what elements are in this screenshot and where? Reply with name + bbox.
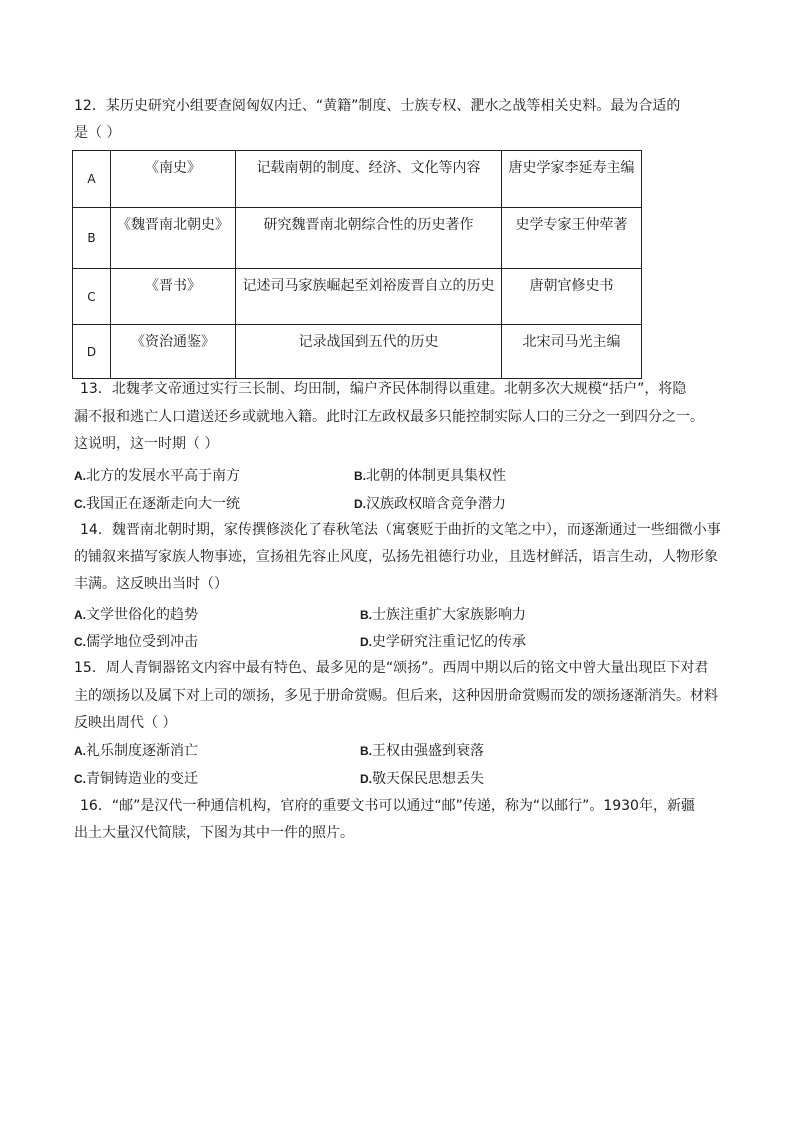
option-text: 汉族政权暗含竞争潜力	[366, 496, 506, 512]
option-text: 青铜铸造业的变迁	[86, 771, 198, 787]
table-row	[73, 151, 642, 208]
book-content: 记载南朝的制度、经济、文化等内容	[236, 151, 502, 208]
option-label: C.	[74, 635, 86, 649]
option-label: C.	[74, 772, 86, 786]
option-text: 士族注重扩大家族影响力	[372, 607, 526, 623]
q13-stem-line1: 13．北魏孝文帝通过实行三长制、均田制，编户齐民体制得以重建。北朝多次大规模“括户”，将隐	[80, 381, 687, 397]
option-text: 北方的发展水平高于南方	[86, 468, 240, 484]
option-letter: C	[73, 269, 111, 325]
q13-option-a[interactable]	[74, 465, 240, 485]
option-letter: D	[73, 325, 111, 379]
q13-stem-line2: 漏不报和逃亡人口遣送还乡或就地入籍。此时江左政权最多只能控制实际人口的三分之一到四分之一。	[74, 409, 704, 425]
option-label: D.	[360, 772, 372, 786]
table-row	[73, 208, 642, 269]
option-label: D.	[360, 635, 372, 649]
q13-stem-line3: 这说明，这一时期（ ）	[74, 436, 219, 452]
option-label: B.	[360, 744, 372, 758]
option-text: 文学世俗化的趋势	[86, 607, 198, 623]
option-label: B.	[360, 608, 372, 622]
option-letter: B	[73, 208, 111, 269]
q15-option-d[interactable]	[360, 768, 484, 788]
q15-stem-line2: 主的颂扬以及属下对上司的颂扬，多见于册命赏赐。但后来，这种因册命赏赐而发的颂扬逐渐消失。材料	[74, 688, 718, 704]
book-content: 记录战国到五代的历史	[236, 325, 502, 379]
option-label: D.	[354, 497, 366, 511]
book-title: 《资治通鉴》	[111, 325, 236, 379]
q13-option-d[interactable]	[354, 493, 506, 513]
option-text: 王权由强盛到衰落	[372, 743, 484, 759]
option-text: 北朝的体制更具集权性	[366, 468, 506, 484]
q13-option-c[interactable]	[74, 493, 240, 513]
book-author: 北宋司马光主编	[502, 325, 642, 379]
option-text: 史学研究注重记忆的传承	[372, 634, 526, 650]
option-label: A.	[74, 608, 86, 622]
q14-option-b[interactable]	[360, 604, 526, 624]
book-title: 《魏晋南北朝史》	[111, 208, 236, 269]
q14-stem-line3: 丰满。这反映出当时（）	[74, 576, 228, 592]
option-text: 礼乐制度逐渐消亡	[86, 743, 198, 759]
q15-option-b[interactable]	[360, 740, 484, 760]
option-label: B.	[354, 469, 366, 483]
q16-stem-line2: 出土大量汉代简牍，下图为其中一件的照片。	[74, 825, 354, 841]
option-letter: A	[73, 151, 111, 208]
q14-option-d[interactable]	[360, 631, 526, 651]
q16-stem-line1: 16．“邮”是汉代一种通信机构，官府的重要文书可以通过“邮”传递，称为“以邮行”。1930年，新疆	[80, 798, 695, 814]
option-label: A.	[74, 469, 86, 483]
option-label: C.	[74, 497, 86, 511]
option-label: A.	[74, 744, 86, 758]
table-row	[73, 269, 642, 325]
q15-option-a[interactable]	[74, 740, 198, 760]
book-content: 记述司马家族崛起至刘裕废晋自立的历史	[236, 269, 502, 325]
q13-option-b[interactable]	[354, 465, 506, 485]
book-content: 研究魏晋南北朝综合性的历史著作	[236, 208, 502, 269]
option-text: 我国正在逐渐走向大一统	[86, 496, 240, 512]
book-author: 唐史学家李延寿主编	[502, 151, 642, 208]
q15-stem-line1: 15．周人青铜器铭文内容中最有特色、最多见的是“颂扬”。西周中期以后的铭文中曾大量出现臣下对君	[74, 660, 709, 676]
q14-stem-line1: 14．魏晋南北朝时期，家传撰修淡化了春秋笔法（寓褒贬于曲折的文笔之中），而逐渐通过一些细微小事	[80, 522, 721, 538]
q12-stem-line2: 是（ ）	[74, 125, 121, 141]
q14-option-c[interactable]	[74, 631, 198, 651]
q15-option-c[interactable]	[74, 768, 198, 788]
q14-stem-line2: 的铺叙来描写家族人物事迹，宣扬祖先容止风度，弘扬先祖德行功业，且选材鲜活，语言生动，人物形象	[74, 549, 718, 565]
book-author: 史学专家王仲荦著	[502, 208, 642, 269]
book-title: 《南史》	[111, 151, 236, 208]
q14-option-a[interactable]	[74, 604, 198, 624]
q12-options-table	[72, 150, 642, 379]
q12-stem-line1: 12．某历史研究小组要查阅匈奴内迁、“黄籍”制度、士族专权、淝水之战等相关史料。最为合适的	[74, 98, 681, 114]
q15-stem-line3: 反映出周代（ ）	[74, 715, 177, 731]
book-author: 唐朝官修史书	[502, 269, 642, 325]
option-text: 儒学地位受到冲击	[86, 634, 198, 650]
option-text: 敬天保民思想丢失	[372, 771, 484, 787]
book-title: 《晋书》	[111, 269, 236, 325]
table-row	[73, 325, 642, 379]
